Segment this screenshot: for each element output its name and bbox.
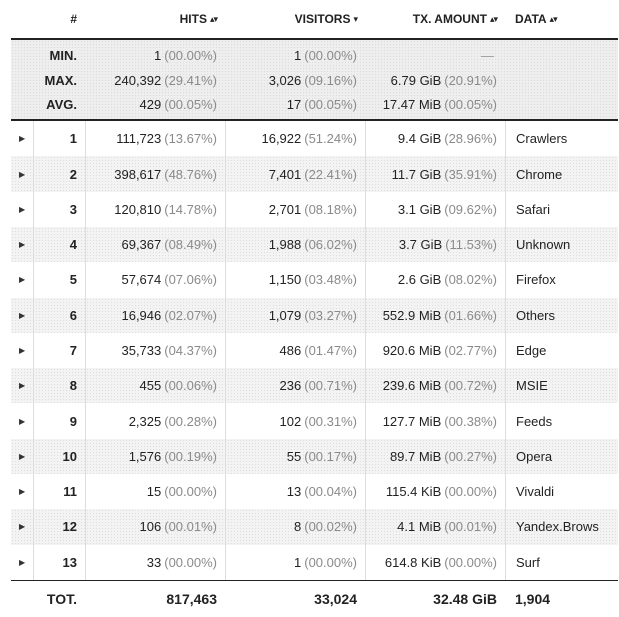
row-index: 6 [33,298,85,333]
row-visitors-percent: (22.41%) [304,166,357,182]
row-hits-value: 15 [146,484,162,500]
summary-tx-amount-value: 17.47 MiB [382,97,442,113]
row-hits [85,192,225,227]
row-hits-percent: (07.06%) [164,272,217,288]
table-row[interactable] [11,156,618,191]
row-tx-amount [365,474,505,509]
summary-hits-percent: (29.41%) [164,72,217,88]
row-data: Others [505,298,618,333]
summary-row [11,68,618,93]
summary-spacer [11,43,33,68]
table-row[interactable] [11,227,618,262]
row-hits [85,474,225,509]
summary-hits [85,43,225,68]
caret-right-icon[interactable]: ▶ [19,416,26,426]
visitors-column-header[interactable]: VISITORS ▾ [294,12,357,26]
row-tx-amount [365,156,505,191]
row-hits-value: 111,723 [116,131,162,147]
row-hits-percent: (00.00%) [164,484,217,500]
row-visitors-value: 2,701 [268,201,302,217]
summary-spacer [11,68,33,93]
caret-right-icon[interactable]: ▶ [19,557,26,567]
summary-hits-percent: (00.00%) [164,47,217,63]
row-tx-amount-value: 2.6 GiB [397,272,442,288]
totals-label: TOT. [46,590,77,607]
row-tx-amount [365,509,505,544]
table-row[interactable] [11,121,618,156]
row-tx-amount-value: 239.6 MiB [382,378,442,394]
row-hits-value: 398,617 [114,166,162,182]
row-data: Chrome [505,156,618,191]
totals-visitors: 33,024 [314,590,357,607]
row-visitors-value: 1,150 [268,272,302,288]
row-hits-value: 455 [139,378,162,394]
table-row[interactable] [11,545,618,580]
caret-right-icon[interactable]: ▶ [19,487,26,497]
summary-tx-amount-percent: (20.91%) [444,72,497,88]
summary-data [505,68,618,93]
row-hits [85,298,225,333]
index-column-header: # [70,12,77,26]
row-tx-amount [365,121,505,156]
sort-arrows-icon[interactable]: ▴▾ [209,13,217,24]
row-hits [85,439,225,474]
summary-hits-value: 240,392 [114,72,162,88]
row-data: Safari [505,192,618,227]
row-visitors [225,509,365,544]
row-tx-amount-percent: (11.53%) [445,237,497,253]
data-column-header[interactable]: DATA ▴▾ [515,12,557,26]
summary-row [11,92,618,117]
row-visitors-value: 1 [294,554,302,570]
row-index: 5 [33,262,85,297]
row-hits-value: 16,946 [121,307,162,323]
summary-data [505,92,618,117]
row-visitors-percent: (03.48%) [304,272,357,288]
row-visitors [225,333,365,368]
row-hits-percent: (00.06%) [164,378,217,394]
row-visitors-value: 16,922 [261,131,302,147]
row-tx-amount-percent: (00.00%) [444,484,497,500]
row-hits-percent: (00.01%) [164,519,217,535]
row-data: Opera [505,439,618,474]
row-hits-percent: (08.49%) [164,237,217,253]
row-visitors-value: 236 [279,378,302,394]
row-visitors-value: 486 [279,342,302,358]
row-data: Surf [505,545,618,580]
tx-amount-column-header[interactable]: TX. AMOUNT ▴▾ [412,12,497,26]
row-data: Yandex.Brows [505,509,618,544]
row-data: Feeds [505,403,618,438]
summary-visitors [225,68,365,93]
row-index: 1 [33,121,85,156]
totals-data: 1,904 [515,590,551,607]
summary-block [11,40,618,121]
row-visitors-percent: (00.17%) [304,448,357,464]
row-data: Vivaldi [505,474,618,509]
row-visitors-percent: (00.00%) [304,554,357,570]
row-data: MSIE [505,368,618,403]
row-visitors [225,403,365,438]
row-visitors-percent: (03.27%) [304,307,357,323]
row-visitors [225,474,365,509]
sort-arrows-icon[interactable]: ▴▾ [549,13,557,24]
row-hits-percent: (04.37%) [164,342,217,358]
row-tx-amount-percent: (00.38%) [444,413,497,429]
row-visitors [225,439,365,474]
row-tx-amount-value: 9.4 GiB [397,131,442,147]
row-hits [85,333,225,368]
row-data: Edge [505,333,618,368]
caret-right-icon[interactable]: ▶ [19,169,26,179]
table-row[interactable] [11,368,618,403]
table-row[interactable] [11,403,618,438]
row-tx-amount-percent: (08.02%) [444,272,497,288]
totals-hits: 817,463 [166,590,217,607]
summary-hits [85,92,225,117]
row-tx-amount-percent: (00.27%) [444,448,497,464]
row-hits-percent: (48.76%) [164,166,217,182]
row-visitors-value: 7,401 [268,166,302,182]
row-visitors-value: 8 [294,519,302,535]
summary-hits-value: 429 [139,97,162,113]
row-visitors-percent: (06.02%) [304,237,357,253]
table-row[interactable] [11,298,618,333]
row-index: 4 [33,227,85,262]
row-visitors [225,298,365,333]
row-hits-value: 35,733 [121,342,162,358]
summary-visitors-value: 1 [294,47,302,63]
row-tx-amount [365,333,505,368]
row-hits-percent: (00.19%) [164,448,217,464]
row-hits [85,403,225,438]
summary-tx-amount-value: — [481,47,494,63]
summary-tx-amount [365,43,505,68]
summary-data [505,43,618,68]
table-header [11,0,618,40]
totals-row [11,580,618,617]
row-hits-value: 57,674 [121,272,162,288]
row-visitors-value: 1,079 [268,307,302,323]
row-visitors-percent: (51.24%) [304,131,357,147]
row-index: 10 [33,439,85,474]
row-index: 11 [33,474,85,509]
summary-hits [85,68,225,93]
row-tx-amount-value: 4.1 MiB [397,519,442,535]
row-tx-amount-value: 3.1 GiB [397,201,442,217]
caret-right-icon[interactable]: ▶ [19,522,26,532]
caret-right-icon[interactable]: ▶ [19,451,26,461]
row-tx-amount-value: 89.7 MiB [389,448,442,464]
row-visitors [225,121,365,156]
row-visitors-value: 1,988 [268,237,302,253]
table-body [11,121,618,580]
row-hits [85,121,225,156]
summary-tx-amount-percent: (00.05%) [444,97,497,113]
row-tx-amount-percent: (02.77%) [444,342,497,358]
row-visitors [225,262,365,297]
table-row[interactable] [11,439,618,474]
row-visitors [225,227,365,262]
row-visitors-percent: (00.02%) [304,519,357,535]
summary-visitors [225,92,365,117]
row-visitors-percent: (00.04%) [304,484,357,500]
row-index: 13 [33,545,85,580]
sort-arrows-icon[interactable]: ▴▾ [489,13,497,24]
summary-row [11,43,618,68]
row-data: Crawlers [505,121,618,156]
summary-spacer [11,92,33,117]
summary-label: MIN. [49,47,77,63]
row-visitors-value: 13 [286,484,302,500]
row-tx-amount-value: 115.4 KiB [385,484,442,500]
row-tx-amount-value: 127.7 MiB [382,413,442,429]
row-visitors-value: 55 [286,448,302,464]
row-index: 12 [33,509,85,544]
sort-down-icon[interactable]: ▾ [353,13,357,24]
row-tx-amount [365,368,505,403]
summary-visitors [225,43,365,68]
summary-tx-amount [365,92,505,117]
caret-right-icon[interactable]: ▶ [19,240,26,250]
row-hits-percent: (13.67%) [164,131,217,147]
summary-visitors-percent: (00.05%) [304,97,357,113]
row-hits [85,545,225,580]
row-visitors-percent: (01.47%) [304,342,357,358]
row-tx-amount [365,439,505,474]
row-tx-amount [365,403,505,438]
row-visitors [225,156,365,191]
row-tx-amount-value: 614.8 KiB [384,554,442,570]
row-hits-percent: (00.00%) [164,554,217,570]
row-hits [85,509,225,544]
summary-tx-amount [365,68,505,93]
row-tx-amount-value: 11.7 GiB [391,166,442,182]
row-visitors-percent: (00.71%) [304,378,357,394]
table-row[interactable] [11,333,618,368]
row-index: 7 [33,333,85,368]
row-hits-value: 2,325 [128,413,162,429]
summary-label: AVG. [46,97,77,113]
summary-tx-amount-value: 6.79 GiB [390,72,442,88]
table-row[interactable] [11,509,618,544]
row-hits-value: 120,810 [114,201,162,217]
summary-visitors-value: 17 [286,97,302,113]
row-hits-percent: (02.07%) [164,307,217,323]
row-hits [85,262,225,297]
summary-hits-value: 1 [154,47,162,63]
row-hits-value: 69,367 [121,237,162,253]
row-visitors-value: 102 [279,413,302,429]
row-hits-value: 1,576 [128,448,162,464]
expand-column-header [11,0,33,38]
row-tx-amount-percent: (01.66%) [444,307,497,323]
summary-hits-percent: (00.05%) [164,97,217,113]
row-visitors [225,368,365,403]
caret-right-icon[interactable]: ▶ [19,381,26,391]
row-hits-value: 106 [139,519,162,535]
row-tx-amount-percent: (00.01%) [444,519,497,535]
row-tx-amount [365,298,505,333]
row-tx-amount-percent: (00.00%) [444,554,497,570]
row-index: 8 [33,368,85,403]
row-tx-amount-percent: (28.96%) [444,131,497,147]
row-tx-amount-value: 552.9 MiB [382,307,442,323]
row-tx-amount-percent: (35.91%) [444,166,497,182]
caret-right-icon[interactable]: ▶ [19,134,26,144]
table-row[interactable] [11,474,618,509]
totals-tx-amount: 32.48 GiB [433,590,497,607]
summary-visitors-percent: (09.16%) [304,72,357,88]
row-hits-percent: (14.78%) [164,201,217,217]
browsers-table [11,0,618,617]
row-tx-amount-percent: (00.72%) [444,378,497,394]
row-hits [85,368,225,403]
row-tx-amount-value: 920.6 MiB [382,342,442,358]
caret-right-icon[interactable]: ▶ [19,204,26,214]
row-visitors-percent: (08.18%) [304,201,357,217]
row-hits-percent: (00.28%) [164,413,217,429]
row-data: Firefox [505,262,618,297]
row-index: 9 [33,403,85,438]
row-tx-amount [365,227,505,262]
table-row[interactable] [11,262,618,297]
caret-right-icon[interactable]: ▶ [19,310,26,320]
row-hits-value: 33 [146,554,162,570]
table-row[interactable] [11,192,618,227]
row-visitors-percent: (00.31%) [304,413,357,429]
summary-visitors-value: 3,026 [268,72,302,88]
summary-label: MAX. [44,72,77,88]
row-visitors [225,545,365,580]
caret-right-icon[interactable]: ▶ [19,275,26,285]
row-tx-amount [365,262,505,297]
row-data: Unknown [505,227,618,262]
summary-visitors-percent: (00.00%) [304,47,357,63]
row-tx-amount [365,545,505,580]
row-hits [85,156,225,191]
row-visitors [225,192,365,227]
caret-right-icon[interactable]: ▶ [19,345,26,355]
row-hits [85,227,225,262]
row-tx-amount-percent: (09.62%) [444,201,497,217]
row-tx-amount [365,192,505,227]
hits-column-header[interactable]: HITS ▴▾ [179,12,217,26]
row-index: 3 [33,192,85,227]
row-index: 2 [33,156,85,191]
row-tx-amount-value: 3.7 GiB [398,237,443,253]
